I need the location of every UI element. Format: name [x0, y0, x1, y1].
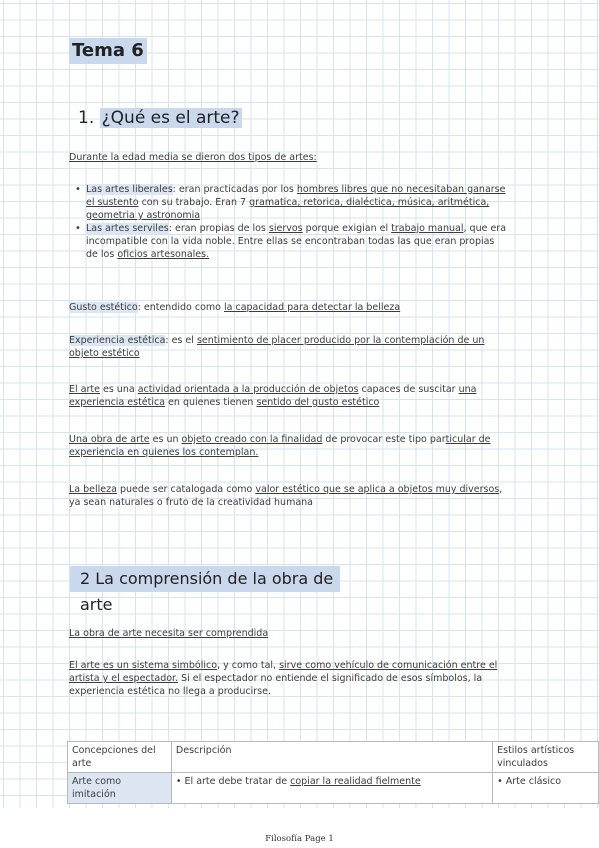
paragraph-obra-de-arte: [69, 433, 511, 459]
table-header-cell: Estilos artísticos vinculados: [493, 742, 599, 773]
underlined-text: Una obra de arte: [69, 434, 150, 445]
underlined-text: copiar la realidad fielmente: [290, 776, 421, 787]
intro-text: Durante la edad media se dieron dos tipos de artes:: [69, 152, 317, 163]
text: : es el: [165, 335, 197, 346]
table-cell-concept: Arte como imitación: [68, 773, 172, 804]
underlined-text: sentido del gusto estético: [256, 397, 380, 408]
underlined-text: una experiencia estética: [69, 384, 477, 408]
text: , y como tal,: [217, 660, 280, 671]
text: con su trabajo. Eran 7: [138, 197, 250, 208]
table-row: [68, 773, 599, 804]
term-artes-liberales: Las artes liberales: [86, 184, 173, 195]
underlined-text: gramatica, retorica, dialéctica, música, aritmética, geometria y astronomia: [86, 197, 490, 221]
term-experiencia-estetica: Experiencia estética: [69, 335, 166, 346]
section-1-title: ¿Qué es el arte?: [101, 108, 240, 128]
text: , ya sean naturales o fruto de la creatividad humana: [69, 484, 503, 508]
intro-paragraph: [69, 151, 509, 164]
list-item-artes-liberales: [69, 183, 509, 222]
table-cell-style: • Arte clásico: [493, 773, 599, 804]
table-header-row: [68, 742, 599, 773]
underlined-text: la capacidad para detectar la belleza: [224, 302, 401, 313]
paragraph-belleza: [69, 483, 514, 509]
text: capaces de suscitar: [358, 384, 459, 395]
paragraph-comprension: [69, 627, 509, 640]
term-artes-serviles: Las artes serviles: [86, 223, 169, 234]
page-footer: Filosofía Page 1: [265, 834, 334, 844]
paragraph-experiencia-estetica: [69, 334, 494, 360]
underlined-text: El arte es un sistema simbólico: [69, 660, 218, 671]
text: es un: [149, 434, 182, 445]
bullet-glyph: •: [175, 776, 182, 787]
underlined-text: La belleza: [69, 484, 117, 495]
concepciones-table: [67, 741, 599, 804]
underlined-text: sentimiento de placer producido por la contemplación de un objeto estético: [69, 335, 485, 359]
underlined-text: oficios artesonales.: [117, 249, 210, 260]
underlined-text: objeto creado con la finalidad: [181, 434, 323, 445]
term-gusto-estetico: Gusto estético: [69, 302, 138, 313]
text: puede ser catalogada como: [116, 484, 256, 495]
text: es una: [99, 384, 138, 395]
section-2-heading: 2 La comprensión de la obra de arte: [70, 566, 340, 592]
page-title: Tema 6: [69, 38, 147, 64]
underlined-text: trabajo manual: [391, 223, 464, 234]
paragraph-gusto-estetico: [69, 301, 509, 314]
underlined-text: actividad orientada a la producción de objetos: [137, 384, 359, 395]
underlined-text: valor estético que se aplica a objetos muy diversos: [255, 484, 500, 495]
paragraph-el-arte: [69, 383, 499, 409]
section-1-number: 1.: [78, 108, 95, 128]
text: : entendido como: [137, 302, 224, 313]
table-header-cell: Descripción: [171, 742, 492, 773]
underlined-text: sirve como vehículo de comunicación entre el artista y el espectador.: [69, 660, 498, 684]
underlined-text: ticular de experiencia en quienes los contemplan.: [69, 434, 491, 458]
text: El arte debe tratar de: [181, 776, 291, 787]
list-item-artes-serviles: [69, 222, 509, 261]
text: Si el espectador no entiende el significado de esos símbolos, la experiencia estética no llega a producirse.: [69, 673, 483, 697]
section-1-heading: [78, 106, 242, 130]
table-cell-description: [171, 773, 492, 804]
underlined-text: El arte: [69, 384, 100, 395]
underlined-text: La obra de arte necesita ser comprendida: [69, 628, 269, 639]
text: de provocar este tipo par: [322, 434, 446, 445]
text: en quienes tienen: [165, 397, 257, 408]
text: porque exigian el: [302, 223, 392, 234]
text: , que era incompatible con la vida noble. Entre ellas se encontraban todas las que eran propias de los: [86, 223, 507, 260]
paragraph-sistema-simbolico: [69, 659, 509, 698]
text: : eran propias de los: [168, 223, 269, 234]
underlined-text: siervos: [268, 223, 303, 234]
artes-list: [69, 183, 509, 261]
underlined-text: hombres libres que no necesitaban ganarse el sustento: [86, 184, 506, 208]
text: : eran practicadas por los: [172, 184, 297, 195]
table-header-cell: Concepciones del arte: [68, 742, 172, 773]
